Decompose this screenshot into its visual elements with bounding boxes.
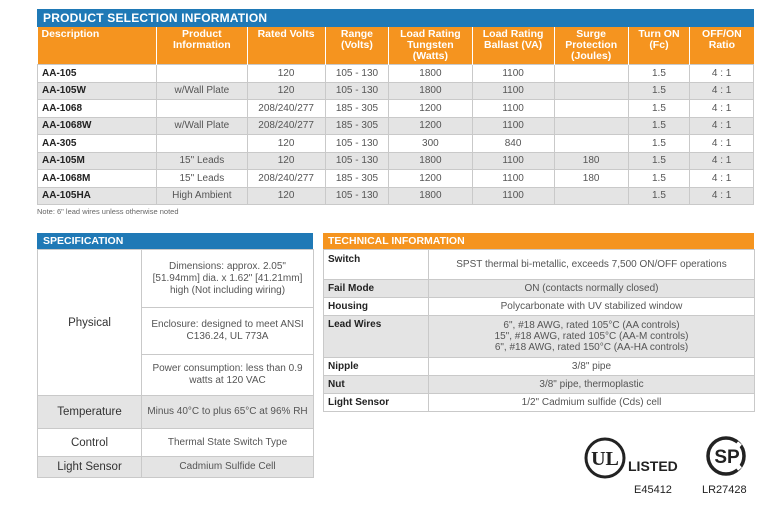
cell-rated-volts: 208/240/277 [247,117,325,135]
spec-row-light-sensor [38,457,314,478]
cell-load-ballast: 1100 [472,152,554,170]
tech-value-nut: 3/8" pipe, thermoplastic [429,376,755,394]
product-selection-table [37,27,754,205]
cell-description: AA-105W [38,82,157,100]
cell-load-tungsten: 1800 [389,152,472,170]
cell-range-volts: 185 - 305 [325,117,389,135]
cell-turn-on: 1.5 [628,135,690,153]
product-selection-body [38,65,754,205]
cell-surge-protection [554,187,628,205]
cell-range-volts: 105 - 130 [325,65,389,83]
tech-label-light-sensor: Light Sensor [324,394,429,412]
table-row [38,170,754,188]
tech-row-switch [324,250,755,280]
cell-off-on-ratio: 4 : 1 [690,170,754,188]
spec-label-physical: Physical [38,250,142,396]
spec-light-sensor-value: Cadmium Sulfide Cell [142,457,314,478]
svg-text:SP: SP [714,447,740,468]
cell-turn-on: 1.5 [628,187,690,205]
cell-rated-volts: 120 [247,152,325,170]
table-row [38,135,754,153]
cell-surge-protection [554,135,628,153]
cell-rated-volts: 120 [247,135,325,153]
cell-range-volts: 185 - 305 [325,170,389,188]
lead-wire-line-aa-ha: 6", #18 AWG, rated 150°C (AA-HA controls) [494,342,689,353]
tech-value-lead-wires [429,316,755,358]
cell-turn-on: 1.5 [628,100,690,118]
cell-description: AA-305 [38,135,157,153]
tech-row-light-sensor [324,394,755,412]
specification-table [37,249,314,478]
header-turn-on: Turn ON (Fc) [628,27,690,65]
spec-row-control [38,429,314,457]
cell-off-on-ratio: 4 : 1 [690,117,754,135]
cell-load-ballast: 1100 [472,100,554,118]
cell-load-ballast: 1100 [472,187,554,205]
tech-label-nut: Nut [324,376,429,394]
spec-label-light-sensor: Light Sensor [38,457,142,478]
tech-value-fail-mode: ON (contacts normally closed) [429,280,755,298]
cell-load-tungsten: 1200 [389,117,472,135]
tech-value-housing: Polycarbonate with UV stabilized window [429,298,755,316]
header-description: Description [38,27,157,65]
header-product-information: Product Information [157,27,247,65]
cell-description: AA-105M [38,152,157,170]
cell-product-information: 15" Leads [157,152,247,170]
svg-text:UL: UL [591,448,619,470]
cell-rated-volts: 120 [247,82,325,100]
cell-surge-protection [554,117,628,135]
csa-mark-icon [700,432,766,484]
cell-product-information [157,65,247,83]
cell-load-tungsten: 1800 [389,82,472,100]
header-surge-protection: Surge Protection (Joules) [554,27,628,65]
table-header-row [38,27,754,65]
cell-load-tungsten: 1800 [389,65,472,83]
tech-value-nipple: 3/8" pipe [429,358,755,376]
spec-control-value: Thermal State Switch Type [142,429,314,457]
ul-file-number: E45412 [634,484,672,496]
spec-physical-enclosure: Enclosure: designed to meet ANSI C136.24, UL 773A [142,308,314,355]
table-row [38,65,754,83]
header-load-rating-ballast: Load Rating Ballast (VA) [472,27,554,65]
csa-file-number: LR27428 [702,484,747,496]
lead-wire-line-aa: 6", #18 AWG, rated 105°C (AA controls) [503,320,680,331]
cell-description: AA-1068W [38,117,157,135]
tech-label-housing: Housing [324,298,429,316]
cell-product-information: w/Wall Plate [157,117,247,135]
product-selection-title: PRODUCT SELECTION INFORMATION [37,9,754,27]
table-row [38,187,754,205]
cell-surge-protection [554,100,628,118]
cell-load-ballast: 1100 [472,82,554,100]
spec-label-control: Control [38,429,142,457]
cell-rated-volts: 208/240/277 [247,170,325,188]
cell-turn-on: 1.5 [628,65,690,83]
cell-product-information: 15" Leads [157,170,247,188]
cell-turn-on: 1.5 [628,170,690,188]
cell-off-on-ratio: 4 : 1 [690,187,754,205]
cell-range-volts: 105 - 130 [325,82,389,100]
tech-row-fail-mode [324,280,755,298]
cell-load-tungsten: 1200 [389,170,472,188]
cell-load-tungsten: 300 [389,135,472,153]
cell-load-tungsten: 1200 [389,100,472,118]
header-rated-volts: Rated Volts [247,27,325,65]
cell-turn-on: 1.5 [628,152,690,170]
cell-turn-on: 1.5 [628,82,690,100]
cell-rated-volts: 208/240/277 [247,100,325,118]
cell-product-information [157,100,247,118]
header-load-rating-tungsten: Load Rating Tungsten (Watts) [389,27,472,65]
tech-row-lead-wires [324,316,755,358]
tech-label-nipple: Nipple [324,358,429,376]
ul-listed-logo [584,434,680,504]
tech-value-switch: SPST thermal bi-metallic, exceeds 7,500 ON/OFF operations [429,250,755,280]
cell-surge-protection: 180 [554,170,628,188]
cell-off-on-ratio: 4 : 1 [690,135,754,153]
tech-label-switch: Switch [324,250,429,280]
ul-mark-icon [584,434,680,484]
tech-value-light-sensor: 1/2" Cadmium sulfide (Cds) cell [429,394,755,412]
cell-load-ballast: 1100 [472,117,554,135]
cell-description: AA-1068 [38,100,157,118]
cell-surge-protection [554,82,628,100]
tech-row-nipple [324,358,755,376]
spec-physical-power: Power consumption: less than 0.9 watts at 120 VAC [142,355,314,396]
tech-row-housing [324,298,755,316]
cell-off-on-ratio: 4 : 1 [690,152,754,170]
tech-label-fail-mode: Fail Mode [324,280,429,298]
cell-load-ballast: 840 [472,135,554,153]
cell-range-volts: 105 - 130 [325,187,389,205]
svg-text:LISTED: LISTED [628,458,678,474]
specification-title: SPECIFICATION [37,233,313,249]
header-off-on-ratio: OFF/ON Ratio [690,27,754,65]
cell-range-volts: 105 - 130 [325,152,389,170]
cell-description: AA-105 [38,65,157,83]
cell-off-on-ratio: 4 : 1 [690,65,754,83]
technical-section [323,233,754,412]
product-note: Note: 6" lead wires unless otherwise noted [37,207,179,216]
cell-load-tungsten: 1800 [389,187,472,205]
csa-logo [700,432,766,504]
cell-range-volts: 185 - 305 [325,100,389,118]
table-row [38,82,754,100]
spec-row-physical-1 [38,250,314,308]
technical-table [323,249,755,412]
cell-rated-volts: 120 [247,187,325,205]
cell-off-on-ratio: 4 : 1 [690,100,754,118]
tech-row-nut [324,376,755,394]
spec-temperature-value: Minus 40°C to plus 65°C at 96% RH [142,396,314,429]
cell-product-information: High Ambient [157,187,247,205]
spec-physical-dimensions: Dimensions: approx. 2.05" [51.94mm] dia. x 1.62" [41.21mm] high (Not including wiring) [142,250,314,308]
specification-section [37,233,313,478]
spec-row-temperature [38,396,314,429]
cell-product-information: w/Wall Plate [157,82,247,100]
cell-description: AA-1068M [38,170,157,188]
cell-load-ballast: 1100 [472,65,554,83]
cell-range-volts: 105 - 130 [325,135,389,153]
cell-description: AA-105HA [38,187,157,205]
table-row [38,100,754,118]
cell-load-ballast: 1100 [472,170,554,188]
cell-off-on-ratio: 4 : 1 [690,82,754,100]
table-row [38,117,754,135]
cell-surge-protection [554,65,628,83]
table-row [38,152,754,170]
cell-product-information [157,135,247,153]
cell-rated-volts: 120 [247,65,325,83]
spec-label-temperature: Temperature [38,396,142,429]
header-range-volts: Range (Volts) [325,27,389,65]
lead-wire-line-aa-m: 15", #18 AWG, rated 105°C (AA-M controls) [494,331,689,342]
cell-turn-on: 1.5 [628,117,690,135]
cell-surge-protection: 180 [554,152,628,170]
tech-label-lead-wires: Lead Wires [324,316,429,358]
product-selection-section [37,9,754,216]
technical-title: TECHNICAL INFORMATION [323,233,754,249]
